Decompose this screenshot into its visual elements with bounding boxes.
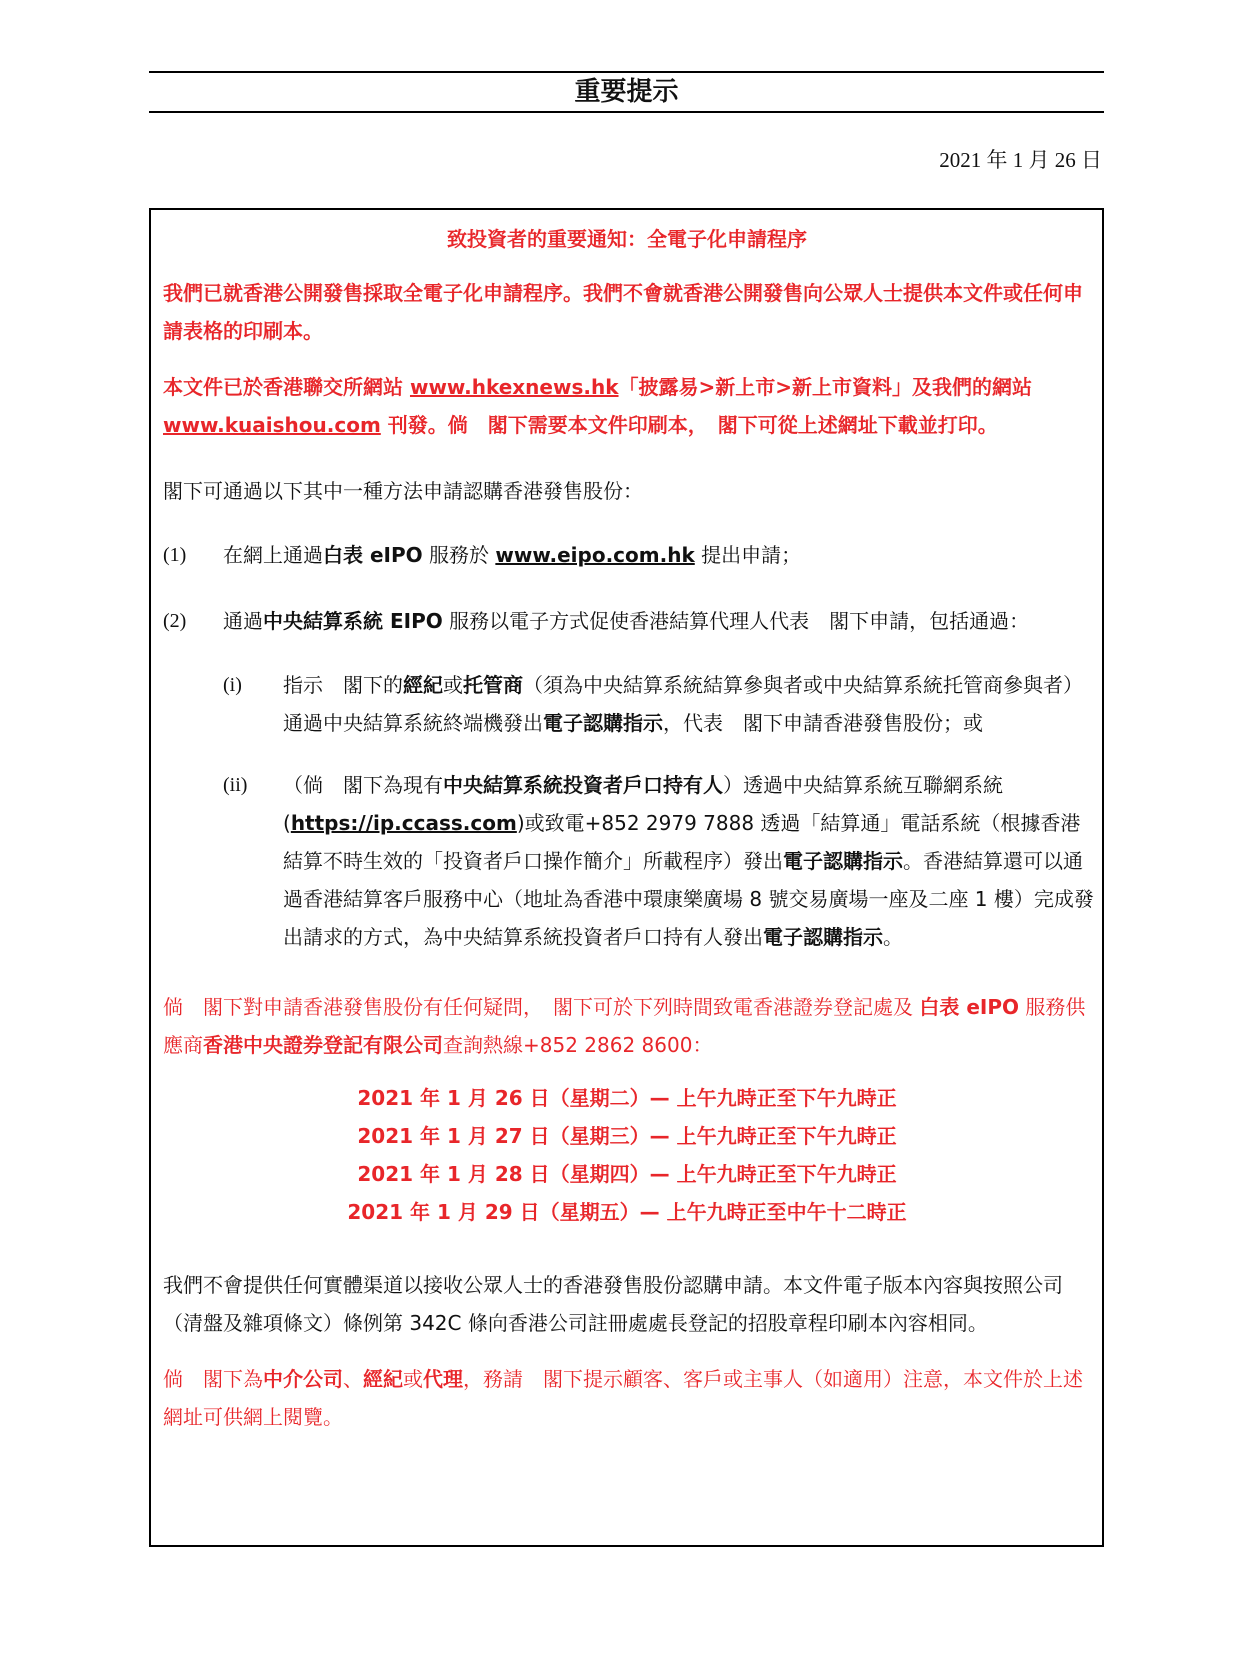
hours-line: 2021 年 1 月 27 日（星期三）— 上午九時正至下午九時正 <box>357 1124 897 1148</box>
notice-paragraph-1: 我們已就香港公開發售採取全電子化申請程序。我們不會就香港公開發售向公眾人士提供本文件或任何申請表格的印刷本。 <box>163 281 1083 343</box>
sub-ii-investor: 中央結算系統投資者戶口持有人 <box>443 773 723 797</box>
enquiry-paragraph <box>163 988 1091 1064</box>
method-1-mid: 服務於 <box>422 543 496 567</box>
sub-i-broker: 經紀 <box>403 673 443 697</box>
sub-i-number: (i) <box>223 674 242 696</box>
method-2-post: 服務以電子方式促使香港結算代理人代表 閣下申請，包括通過： <box>442 609 1030 633</box>
notice-title: 致投資者的重要通知：全電子化申請程序 <box>447 227 807 251</box>
header-bottom-rule <box>149 111 1104 113</box>
method-1-pre: 在網上通過 <box>223 543 323 567</box>
method-2-pre: 通過 <box>223 609 263 633</box>
sub-ii-instruction-2: 電子認購指示 <box>763 925 883 949</box>
methods-intro: 閣下可通過以下其中一種方法申請認購香港發售股份： <box>163 479 643 503</box>
intermediary-t4: ，務請 閣下提示顧客、客戶或主事人（如適用）注意，本文件於上述網址可供網上閱覽。 <box>163 1367 1083 1429</box>
enquiry-t1: 倘 閣下對申請香港發售股份有任何疑問， 閣下可於下列時間致電香港證券登記處及 <box>163 995 920 1019</box>
sub-i-t4: ，代表 閣下申請香港發售股份；或 <box>663 711 983 735</box>
intermediary-broker: 經紀 <box>363 1367 403 1391</box>
para2-text-c: 刊發。倘 閣下需要本文件印刷本， 閣下可從上述網址下載並打印。 <box>380 413 998 437</box>
sub-i-instruction: 電子認購指示 <box>543 711 663 735</box>
sub-i-t2: 或 <box>443 673 463 697</box>
hours-line: 2021 年 1 月 29 日（星期五）— 上午九時正至中午十二時正 <box>347 1200 907 1224</box>
hours-line: 2021 年 1 月 26 日（星期二）— 上午九時正至下午九時正 <box>357 1086 897 1110</box>
intermediary-agent: 代理 <box>423 1367 463 1391</box>
sub-ii-instruction-1: 電子認購指示 <box>783 849 903 873</box>
method-1-number: (1) <box>163 544 187 566</box>
sub-ii-t2: ）透過中央結算系統互聯網系統( <box>283 773 1003 835</box>
ccass-link[interactable]: https://ip.ccass.com <box>290 811 517 835</box>
method-2-bold: 中央結算系統 EIPO <box>263 609 443 633</box>
method-2-text <box>223 602 1091 640</box>
hkexnews-link[interactable]: www.hkexnews.hk <box>409 375 619 399</box>
enquiry-white-form: 白表 eIPO <box>919 995 1019 1019</box>
sub-i-t1: 指示 閣下的 <box>283 673 403 697</box>
eipo-link[interactable]: www.eipo.com.hk <box>495 543 695 567</box>
sub-ii-t5: 。 <box>883 925 903 949</box>
header-top-rule <box>149 71 1104 73</box>
notice-box <box>149 208 1104 1547</box>
para2-text-b: 「披露易>新上市>新上市資料」及我們的網站 <box>618 375 1033 399</box>
intermediary-t1: 倘 閣下為 <box>163 1367 263 1391</box>
document-date: 2021 年 1 月 26 日 <box>939 148 1102 172</box>
sub-ii-number: (ii) <box>223 774 248 796</box>
sub-ii-t3: )或致電+852 2979 7888 透過「結算通」電話系統（根據香港結算不時生效的「投資者戶口操作簡介」所載程序）發出 <box>283 811 1081 873</box>
enquiry-registrar: 香港中央證券登記有限公司 <box>203 1033 443 1057</box>
intermediary-company: 中介公司 <box>263 1367 343 1391</box>
method-1-post: 提出申請； <box>694 543 802 567</box>
notice-paragraph-2 <box>163 368 1091 444</box>
sub-i-custodian: 托管商 <box>463 673 523 697</box>
para2-text-a: 本文件已於香港聯交所網站 <box>163 375 410 399</box>
enquiry-t2: 服務供應商 <box>163 995 1086 1057</box>
hours-line: 2021 年 1 月 28 日（星期四）— 上午九時正至下午九時正 <box>357 1162 897 1186</box>
sub-ii-t1: （倘 閣下為現有 <box>283 773 443 797</box>
sub-ii-t4: 。香港結算還可以通過香港結算客戶服務中心（地址為香港中環康樂廣場 8 號交易廣場一座及二座 1 樓）完成發出請求的方式，為中央結算系統投資者戶口持有人發出 <box>283 849 1094 949</box>
method-1-bold: 白表 eIPO <box>323 543 423 567</box>
method-1-text <box>223 536 1091 574</box>
sub-i-t3: （須為中央結算系統結算參與者或中央結算系統托管商參與者）通過中央結算系統終端機發出 <box>283 673 1083 735</box>
page-title: 重要提示 <box>574 77 679 107</box>
intermediary-t3: 或 <box>403 1367 423 1391</box>
sub-ii-text <box>283 766 1095 956</box>
intermediary-paragraph <box>163 1360 1091 1436</box>
intermediary-t2: 、 <box>343 1367 363 1391</box>
method-2-number: (2) <box>163 610 187 632</box>
sub-i-text <box>283 666 1095 742</box>
no-physical-channel-paragraph: 我們不會提供任何實體渠道以接收公眾人士的香港發售股份認購申請。本文件電子版本內容與按照公司（清盤及雜項條文）條例第 342C 條向香港公司註冊處處長登記的招股章程印刷本內容相同。 <box>163 1273 1063 1335</box>
enquiry-t3: 查詢熱線+852 2862 8600： <box>443 1033 713 1057</box>
kuaishou-link[interactable]: www.kuaishou.com <box>163 413 381 437</box>
